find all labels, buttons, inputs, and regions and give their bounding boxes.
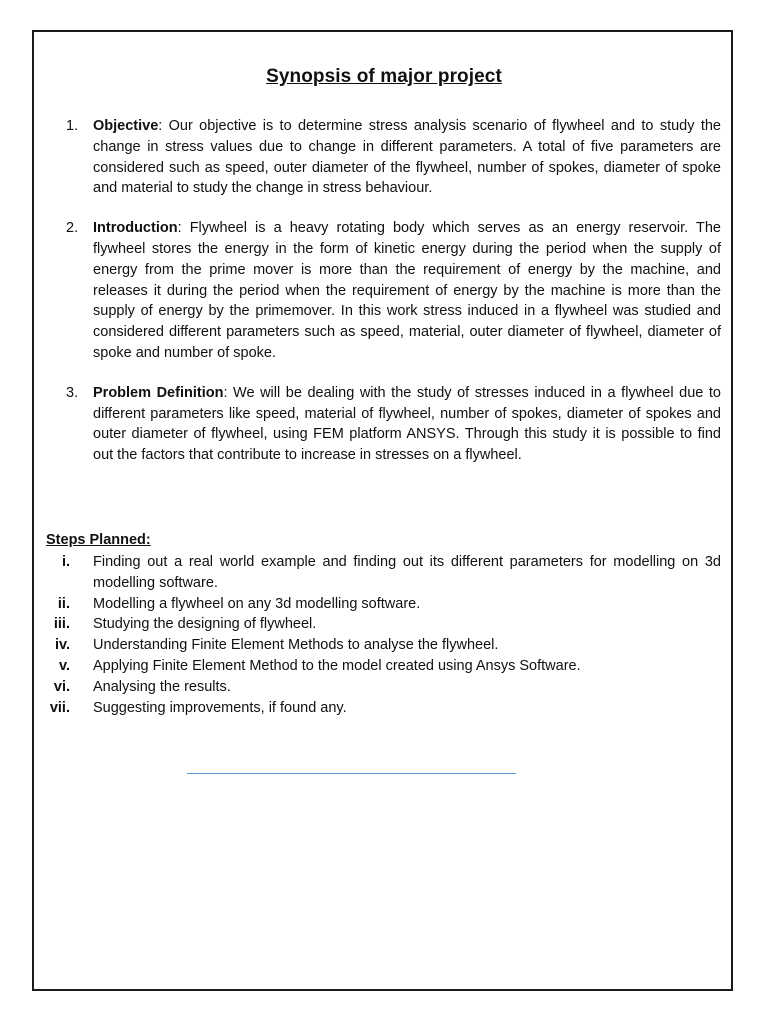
- step-text: Modelling a flywheel on any 3d modelling software.: [93, 595, 421, 612]
- section-number: 3.: [66, 384, 79, 401]
- decorative-rule: [187, 773, 516, 774]
- section-objective: [66, 116, 721, 199]
- step-numeral: iv.: [54, 637, 70, 654]
- step-numeral: v.: [58, 657, 70, 674]
- section-label: Introduction: [93, 220, 178, 237]
- step-text: Understanding Finite Element Methods to analyse the flywheel.: [93, 637, 499, 654]
- section-body: [93, 383, 721, 466]
- step-text: Finding out a real world example and finding out its different parameters for modelling on 3d modelling software.: [93, 554, 721, 591]
- step-item: [40, 552, 721, 594]
- section-body: [93, 116, 721, 199]
- steps-heading: Steps Planned:: [46, 532, 151, 548]
- step-item: [40, 594, 721, 615]
- section-label: Problem Definition: [93, 384, 224, 401]
- step-item: [40, 635, 721, 656]
- section-text: : Flywheel is a heavy rotating body which serves as an energy reservoir. The flywheel stores the energy in the form of kinetic energy during the period when the supply of energy from the prime mover is more than the requirement of energy by the machine, and releases it during the period when the requirement of energy by the machine is more than the supply of energy by the primemover. In this work stress induced in a flywheel was studied and considered different parameters such as speed, material, outer diameter of flywheel, diameter of spoke and number of spoke.: [93, 220, 721, 361]
- step-item: [40, 677, 721, 698]
- section-number: 2.: [66, 220, 79, 237]
- section-number: 1.: [66, 118, 79, 134]
- section-body: [93, 218, 721, 364]
- step-text: Applying Finite Element Method to the model created using Ansys Software.: [93, 657, 581, 674]
- step-item: [40, 614, 721, 635]
- step-numeral: ii.: [57, 595, 70, 612]
- step-numeral: iii.: [53, 616, 70, 633]
- step-text: Analysing the results.: [93, 678, 231, 695]
- step-numeral: vii.: [49, 699, 70, 716]
- steps-list: [40, 552, 721, 718]
- step-item: [40, 698, 721, 719]
- step-text: Studying the designing of flywheel.: [93, 616, 317, 633]
- document-title: Synopsis of major project: [266, 66, 502, 87]
- step-item: [40, 656, 721, 677]
- section-problem-definition: [66, 383, 721, 466]
- step-numeral: vi.: [53, 678, 70, 695]
- sections-list: [66, 116, 721, 485]
- step-numeral: i.: [61, 554, 70, 570]
- section-introduction: [66, 218, 721, 364]
- section-text: : Our objective is to determine stress analysis scenario of flywheel and to study the change in stress values due to change in different parameters. A total of five parameters are considered such as speed, outer diameter of the flywheel, number of spokes, diameter of spoke and material to study the change in stress behaviour.: [93, 118, 721, 197]
- section-label: Objective: [93, 118, 159, 134]
- step-text: Suggesting improvements, if found any.: [93, 699, 347, 716]
- section-text: : We will be dealing with the study of stresses induced in a flywheel due to different parameters like speed, material of flywheel, number of spokes, diameter of spokes and outer diameter of flywheel, using FEM platform ANSYS. Through this study it is possible to find out the factors that contribute to increase in stresses on a flywheel.: [93, 384, 721, 464]
